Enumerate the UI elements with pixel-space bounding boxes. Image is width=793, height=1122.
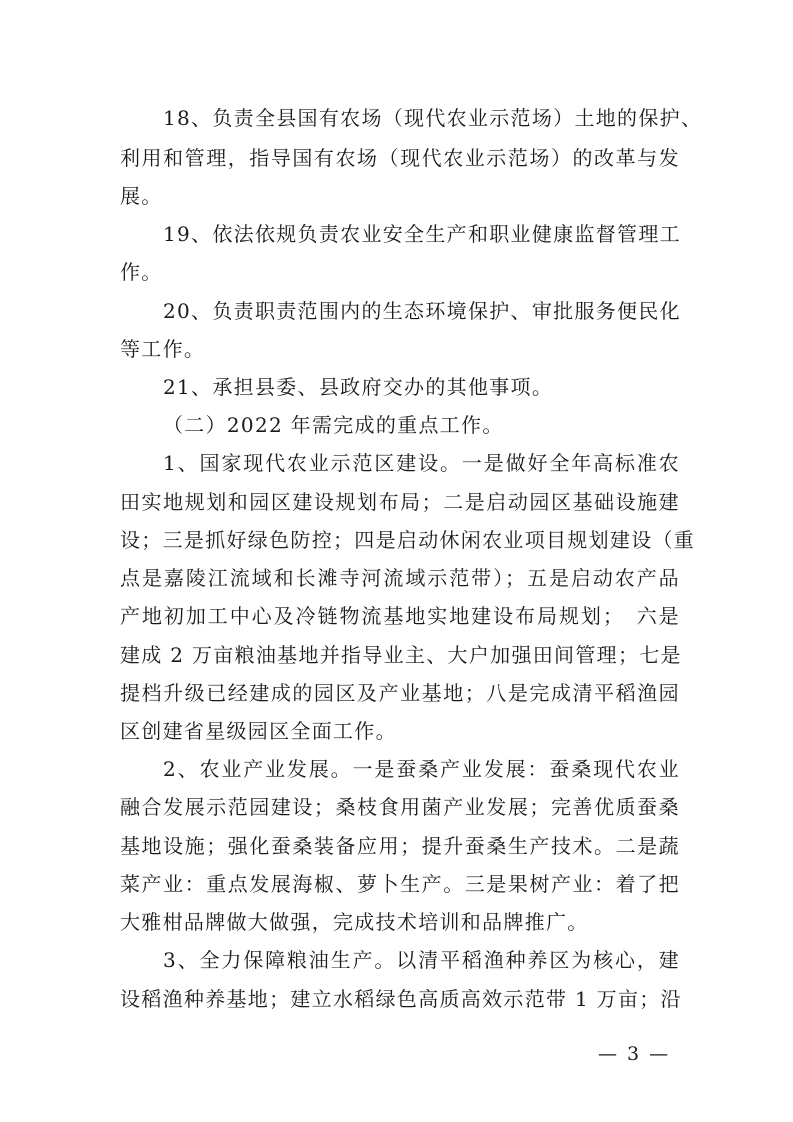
text-line: 田实地规划和园区建设规划布局；二是启动园区基础设施建 <box>120 490 680 514</box>
text-line: 融合发展示范园建设；桑枝食用菌产业发展；完善优质蚕桑 <box>120 795 680 819</box>
text-line: 建成 2 万亩粮油基地并指导业主、大户加强田间管理；七是 <box>120 643 682 667</box>
text-line: 区创建省星级园区全面工作。 <box>120 719 397 743</box>
text-line: 1、国家现代农业示范区建设。一是做好全年高标准农 <box>163 451 680 475</box>
text-line: 展。 <box>120 184 163 208</box>
text-line: 产地初加工中心及冷链物流基地实地建设布局规划； 六是 <box>120 604 680 628</box>
text-line: 大雅柑品牌做大做强，完成技术培训和品牌推广。 <box>120 910 589 934</box>
text-line: 18、负责全县国有农场（现代农业示范场）土地的保护、 <box>163 106 703 130</box>
text-line: 提档升级已经建成的园区及产业基地；八是完成清平稻渔园 <box>120 681 680 705</box>
page-number: — 3 — <box>598 1043 671 1065</box>
text-line: 3、全力保障粮油生产。以清平稻渔种养区为核心，建 <box>163 948 680 972</box>
text-line: 等工作。 <box>120 337 206 361</box>
text-line: 点是嘉陵江流域和长滩寺河流域示范带）；五是启动农产品 <box>120 566 680 590</box>
section-heading: （二）2022 年需完成的重点工作。 <box>163 413 504 437</box>
text-line: 21、承担县委、县政府交办的其他事项。 <box>163 375 554 399</box>
text-line: 2、农业产业发展。一是蚕桑产业发展：蚕桑现代农业 <box>163 757 680 781</box>
text-line: 20、负责职责范围内的生态环境保护、审批服务便民化 <box>163 299 681 323</box>
text-line: 基地设施；强化蚕桑装备应用；提升蚕桑生产技术。二是蔬 <box>120 834 680 858</box>
text-line: 设；三是抓好绿色防控；四是启动休闲农业项目规划建设（重 <box>120 528 696 552</box>
text-line: 作。 <box>120 260 163 284</box>
text-line: 19、依法依规负责农业安全生产和职业健康监督管理工 <box>163 222 681 246</box>
text-line: 设稻渔种养基地；建立水稻绿色高质高效示范带 1 万亩；沿 <box>120 987 682 1011</box>
text-line: 利用和管理，指导国有农场（现代农业示范场）的改革与发 <box>120 146 680 170</box>
text-line: 菜产业：重点发展海椒、萝卜生产。三是果树产业：着了把 <box>120 872 680 896</box>
